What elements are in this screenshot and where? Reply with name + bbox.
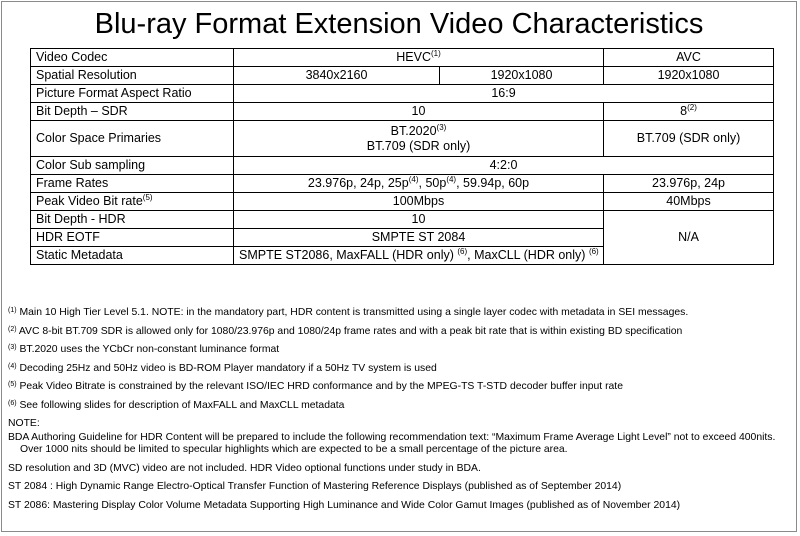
cell-value: 16:9 (234, 85, 774, 103)
footnote-4: $^{(4)}$ Decoding 25Hz and 50Hz video is BD-ROM Player mandatory if a 50Hz TV system is used (8, 362, 437, 374)
table-row-bit-depth-hdr (31, 211, 774, 229)
note-sd-3d: SD resolution and 3D (MVC) video are not included. HDR Video optional functions under study in BDA. (8, 462, 481, 474)
footnote-5: $^{(5)}$ Peak Video Bitrate is constrained by the relevant ISO/IEC HRD conformance and by the MPEG-TS T-STD decoder buffer input rate (8, 381, 623, 392)
cell-hevc: SMPTE ST2086, MaxFALL (HDR only) $^{(6)}$, MaxCLL (HDR only) $^{(6)}$ (234, 247, 604, 265)
note-heading: NOTE: (8, 418, 40, 429)
table-row-bit-depth-sdr (31, 103, 774, 121)
cell-hevc: SMPTE ST 2084 (234, 229, 604, 247)
cell-value: 4:2:0 (234, 157, 774, 175)
row-label: Spatial Resolution (31, 67, 234, 85)
table-row-spatial-resolution (31, 67, 774, 85)
cell-hevc-hd: 1920x1080 (440, 67, 604, 85)
cell-hevc: 10 (234, 103, 604, 121)
table-row-peak-bitrate (31, 193, 774, 211)
table-row-aspect-ratio (31, 85, 774, 103)
footnote-3: $^{(3)}$ BT.2020 uses the YCbCr non-constant luminance format (8, 344, 280, 355)
table-row-frame-rates (31, 175, 774, 193)
cell-avc: 23.976p, 24p (604, 175, 774, 193)
footnote-1: $^{(1)}$ Main 10 High Tier Level 5.1. NOTE: in the mandatory part, HDR content is transmitted using a single layer codec with metadata in SEI messages. (8, 307, 689, 318)
cell-avc: 1920x1080 (604, 67, 774, 85)
row-label: Video Codec (31, 49, 234, 67)
footnotes (8, 307, 794, 518)
row-label: Frame Rates (31, 175, 234, 193)
cell-hevc: 100Mbps (234, 193, 604, 211)
row-label: Bit Depth - HDR (31, 211, 234, 229)
footnote-6: $^{(6)}$ See following slides for description of MaxFALL and MaxCLL metadata (8, 399, 345, 411)
note-st2084: ST 2084 : High Dynamic Range Electro-Optical Transfer Function of Mastering Reference Displays (published as of September 2014) (8, 481, 622, 492)
cell-avc-na: N/A (604, 211, 774, 265)
cell-avc: 40Mbps (604, 193, 774, 211)
cell-avc-header: AVC (604, 49, 774, 67)
row-label: HDR EOTF (31, 229, 234, 247)
cell-avc: 8$^{(2)}$ (604, 103, 774, 121)
note-bda-guideline: BDA Authoring Guideline for HDR Content will be prepared to include the following recommendation text: “Maximum Frame Average Light Level” not to exceed 400nits. Over 1000 nits should be limited to specular highlights which are expected to be a small percentage of the picture area. (8, 432, 776, 455)
cell-avc: BT.709 (SDR only) (604, 121, 774, 157)
note-st2086: ST 2086: Mastering Display Color Volume Metadata Supporting High Luminance and Wide Color Gamut Images (published as of November 2014) (8, 499, 681, 511)
slide-title: Blu-ray Format Extension Video Characteristics (94, 8, 704, 40)
cell-hevc: 10 (234, 211, 604, 229)
cell-hevc-header: HEVC$^{(1)}$ (234, 49, 604, 67)
cell-hevc: BT.2020$^{(3)}$ BT.709 (SDR only) (234, 121, 604, 157)
row-label: Static Metadata (31, 247, 234, 265)
row-label: Peak Video Bit rate$^{(5)}$ (31, 193, 234, 211)
table-row-video-codec (31, 49, 774, 67)
footnote-2: $^{(2)}$ AVC 8-bit BT.709 SDR is allowed only for 1080/23.976p and 1080/24p frame rates and with a peak bit rate that is within existing BD specification (8, 325, 683, 337)
cell-hevc: 23.976p, 24p, $25p^{(4)}$, $50p^{(4)}$, 59.94p, 60p (234, 175, 604, 193)
row-label: Bit Depth – SDR (31, 103, 234, 121)
cell-hevc-4k: 3840x2160 (234, 67, 440, 85)
row-label: Color Space Primaries (31, 121, 234, 157)
table-row-color-sub (31, 157, 774, 175)
row-label: Color Sub sampling (31, 157, 234, 175)
table-row-color-space (31, 121, 774, 157)
video-characteristics-table (30, 48, 774, 265)
slide (1, 1, 797, 532)
row-label: Picture Format Aspect Ratio (31, 85, 234, 103)
